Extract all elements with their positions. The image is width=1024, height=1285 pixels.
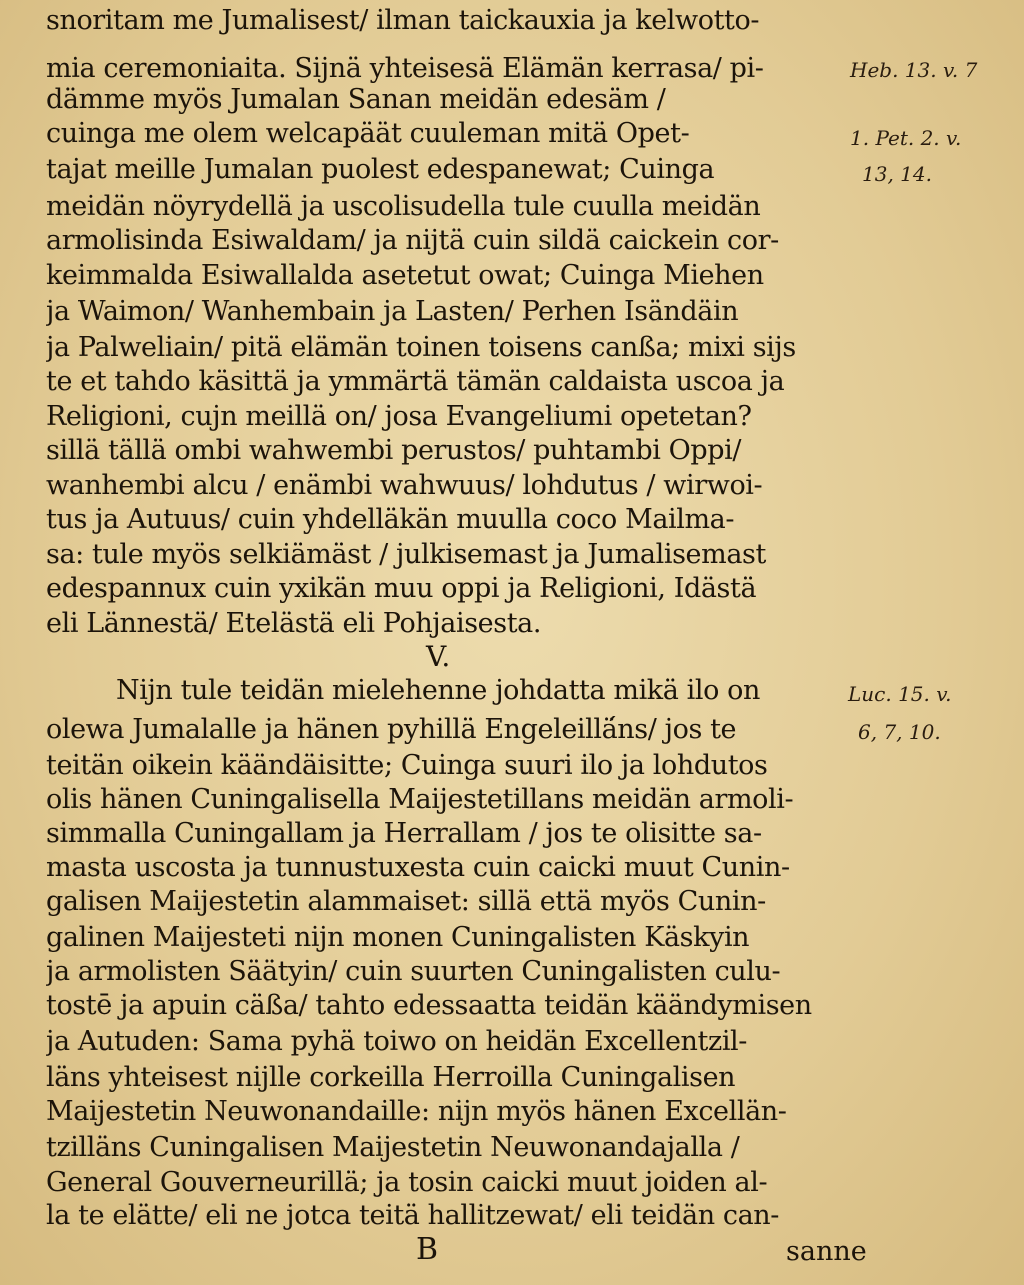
signature-mark: B — [416, 1232, 439, 1267]
margin-note: Luc. 15. v. — [848, 682, 952, 706]
text-line: olis hänen Cuningalisella Maijestetillans meidän armoli- — [46, 784, 794, 815]
text-line: la te elätte/ eli ne jotca teitä hallitzewat/ eli teidän can- — [46, 1200, 780, 1231]
text-line: läns yhteisest nijlle corkeilla Herroilla Cuningalisen — [46, 1062, 736, 1093]
text-line: simmalla Cuningallam ja Herrallam / jos te olisitte sa- — [46, 818, 762, 849]
catchword: sanne — [786, 1236, 867, 1267]
text-line: olewa Jumalalle ja hänen pyhillä Engeleillä́ns/ jos te — [46, 714, 737, 745]
text-line: ja Autuden: Sama pyhä toiwo on heidän Excellentzil- — [46, 1026, 748, 1057]
text-line: mia ceremoniaita. Sijnä yhteisesä Elämän kerrasa/ pi- — [46, 53, 764, 84]
text-line: sillä tällä ombi wahwembi perustos/ puhtambi Oppi/ — [46, 435, 742, 466]
text-line: galinen Maijesteti nijn monen Cuningalisten Käskyin — [46, 922, 750, 953]
text-line: ja Waimon/ Wanhembain ja Lasten/ Perhen Isändäin — [46, 296, 739, 327]
margin-note: 13, 14. — [862, 162, 932, 186]
text-line: tostē ja apuin cäßa/ tahto edessaatta teidän käändymisen — [46, 990, 812, 1021]
text-line: snoritam me Jumalisest/ ilman taickauxia ja kelwotto- — [46, 5, 760, 36]
text-line: wanhembi alcu / enämbi wahwuus/ lohdutus / wirwoi- — [46, 470, 763, 501]
text-line: masta uscosta ja tunnustuxesta cuin caicki muut Cunin- — [46, 852, 790, 883]
text-line: galisen Maijestetin alammaiset: sillä että myös Cunin- — [46, 886, 766, 917]
text-line: te et tahdo käsittä ja ymmärtä tämän caldaista uscoa ja — [46, 366, 785, 397]
text-line: Religioni, cujn meillä on/ josa Evangeliumi opetetan? — [46, 401, 752, 432]
text-line: edespannux cuin yxikän muu oppi ja Religioni, Idästä — [46, 573, 757, 604]
margin-note: 6, 7, 10. — [858, 720, 941, 744]
text-line: General Gouverneurillä; ja tosin caicki muut joiden al- — [46, 1167, 768, 1198]
text-line: tus ja Autuus/ cuin yhdelläkän muulla coco Mailma- — [46, 504, 735, 535]
margin-note: 1. Pet. 2. v. — [850, 126, 962, 150]
text-line: Nijn tule teidän mielehenne johdatta mikä ilo on — [116, 675, 761, 706]
text-line: cuinga me olem welcapäät cuuleman mitä Opet- — [46, 118, 690, 149]
text-line: meidän nöyrydellä ja uscolisudella tule cuulla meidän — [46, 191, 761, 222]
text-line: eli Lännestä/ Etelästä eli Pohjaisesta. — [46, 608, 542, 639]
text-line: ja Palweliain/ pitä elämän toinen toisens canßa; mixi sijs — [46, 332, 796, 363]
text-line: armolisinda Esiwaldam/ ja nijtä cuin sildä caickein cor- — [46, 225, 779, 256]
text-line: keimmalda Esiwallalda asetetut owat; Cuinga Miehen — [46, 260, 764, 291]
text-line: tajat meille Jumalan puolest edespanewat; Cuinga — [46, 154, 715, 185]
margin-note: Heb. 13. v. 7 — [850, 58, 978, 82]
text-line: dämme myös Jumalan Sanan meidän edesäm / — [46, 84, 666, 115]
text-line: Maijestetin Neuwonandaille: nijn myös hänen Excellän- — [46, 1096, 787, 1127]
section-number: V. — [426, 640, 451, 673]
text-line: ja armolisten Säätyin/ cuin suurten Cuningalisten culu- — [46, 956, 781, 987]
text-line: tzilläns Cuningalisen Maijestetin Neuwonandajalla / — [46, 1132, 740, 1163]
text-line: teitän oikein käändäisitte; Cuinga suuri ilo ja lohdutos — [46, 750, 768, 781]
text-line: sa: tule myös selkiämäst / julkisemast ja Jumalisemast — [46, 539, 766, 570]
